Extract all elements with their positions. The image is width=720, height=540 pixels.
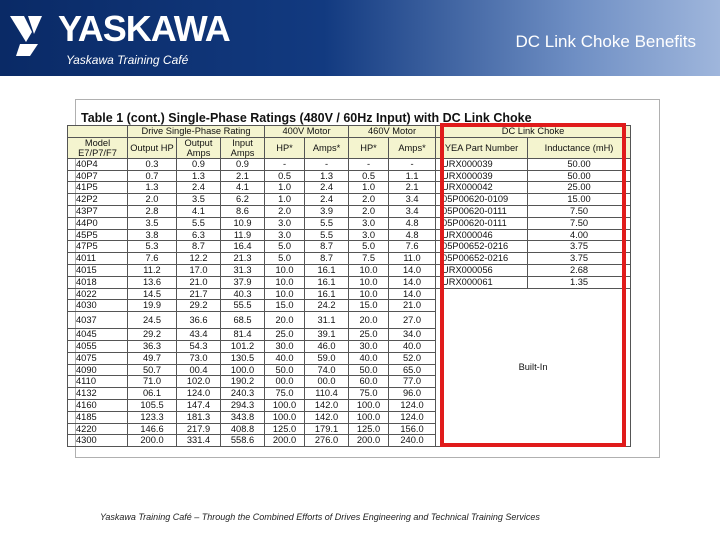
table-cell: 3.9 (305, 205, 349, 217)
table-cell: 1.0 (265, 182, 305, 194)
table-cell: 20.0 (349, 312, 389, 329)
column-header: HP* (265, 137, 305, 158)
table-cell: 2.4 (305, 182, 349, 194)
table-cell: 1.0 (349, 182, 389, 194)
table-cell: 30.0 (349, 340, 389, 352)
table-cell: 100.0 (349, 411, 389, 423)
table-cell: 124.0 (389, 411, 436, 423)
table-cell: 4110 (68, 376, 128, 388)
table-body (68, 158, 631, 446)
table-cell: 42P2 (68, 194, 128, 206)
table-cell: 10.0 (349, 264, 389, 276)
table-cell: 59.0 (305, 352, 349, 364)
table-cell: 10.0 (349, 288, 389, 300)
table-cell: 16.1 (305, 276, 349, 288)
table-row (68, 229, 631, 241)
table-cell: 10.0 (265, 276, 305, 288)
table-cell: 200.0 (349, 435, 389, 447)
table-cell: 41P5 (68, 182, 128, 194)
table-cell: URX000039 (436, 158, 528, 170)
table-cell: 25.0 (349, 329, 389, 341)
group-dc-link-choke: DC Link Choke (436, 126, 631, 138)
table-cell: 110.4 (305, 388, 349, 400)
table-cell: 68.5 (221, 312, 265, 329)
table-cell: 15.0 (265, 300, 305, 312)
table-cell: 21.3 (221, 253, 265, 265)
table-cell: 27.0 (389, 312, 436, 329)
table-cell: 16.4 (221, 241, 265, 253)
table-cell: 31.3 (221, 264, 265, 276)
column-header: HP* (349, 137, 389, 158)
table-cell: 50.00 (528, 158, 631, 170)
table-cell: 25.00 (528, 182, 631, 194)
table-cell: 6.3 (177, 229, 221, 241)
header-blank (68, 126, 128, 138)
table-cell: 40P4 (68, 158, 128, 170)
table-cell: 2.4 (305, 194, 349, 206)
table-cell: 71.0 (128, 376, 177, 388)
table-cell: 179.1 (305, 423, 349, 435)
table-cell: 4300 (68, 435, 128, 447)
table-cell: 1.3 (128, 182, 177, 194)
table-cell: 54.3 (177, 340, 221, 352)
table-cell: 05P00620-0109 (436, 194, 528, 206)
table-cell: 36.6 (177, 312, 221, 329)
table-title: Table 1 (cont.) Single-Phase Ratings (480V / 60Hz Input) with DC Link Choke (81, 111, 532, 125)
table-cell: 4055 (68, 340, 128, 352)
table-cell: 50.0 (349, 364, 389, 376)
table-cell: 2.8 (128, 205, 177, 217)
table-cell: 0.3 (128, 158, 177, 170)
table-cell: 1.1 (389, 170, 436, 182)
table-cell: 12.2 (177, 253, 221, 265)
table-cell: 3.8 (128, 229, 177, 241)
table-cell: 4090 (68, 364, 128, 376)
table-cell: 10.0 (265, 288, 305, 300)
table-cell: 11.0 (389, 253, 436, 265)
table-cell: 10.0 (349, 276, 389, 288)
table-cell: 14.0 (389, 288, 436, 300)
table-cell: 4.8 (389, 229, 436, 241)
table-cell: 331.4 (177, 435, 221, 447)
table-cell: 2.0 (128, 194, 177, 206)
table-cell: 142.0 (305, 399, 349, 411)
table-cell: 43P7 (68, 205, 128, 217)
table-cell: 37.9 (221, 276, 265, 288)
table-cell: 00.0 (305, 376, 349, 388)
table-cell: 124.0 (177, 388, 221, 400)
table-cell: 29.2 (177, 300, 221, 312)
table-cell: 5.5 (305, 217, 349, 229)
table-cell: 101.2 (221, 340, 265, 352)
table-cell: 14.0 (389, 264, 436, 276)
column-header-row (68, 137, 631, 158)
table-cell: 4.00 (528, 229, 631, 241)
table-row (68, 194, 631, 206)
table-cell: 8.7 (177, 241, 221, 253)
column-header: Model E7/P7/F7 (68, 137, 128, 158)
table-cell: 4185 (68, 411, 128, 423)
table-cell: 5.3 (128, 241, 177, 253)
table-cell: 3.4 (389, 205, 436, 217)
table-cell: 49.7 (128, 352, 177, 364)
table-cell: 2.68 (528, 264, 631, 276)
table-cell: 52.0 (389, 352, 436, 364)
table-cell: 142.0 (305, 411, 349, 423)
column-header: Output Amps (177, 137, 221, 158)
table-cell: 20.0 (265, 312, 305, 329)
table-cell: 16.1 (305, 288, 349, 300)
table-cell: 217.9 (177, 423, 221, 435)
table-cell: 8.6 (221, 205, 265, 217)
table-cell: 3.0 (265, 217, 305, 229)
table-cell: 65.0 (389, 364, 436, 376)
table-cell: 10.0 (265, 264, 305, 276)
table-cell: 7.50 (528, 205, 631, 217)
table-cell: - (305, 158, 349, 170)
table-row (68, 241, 631, 253)
table-cell: 4045 (68, 329, 128, 341)
table-cell: 55.5 (221, 300, 265, 312)
table-cell: 3.75 (528, 241, 631, 253)
table-cell: 7.5 (349, 253, 389, 265)
table-cell: 105.5 (128, 399, 177, 411)
table-cell: 24.2 (305, 300, 349, 312)
table-cell: 4160 (68, 399, 128, 411)
ratings-table (67, 125, 631, 447)
table-cell: 2.1 (389, 182, 436, 194)
table-cell: 75.0 (349, 388, 389, 400)
table-cell: 3.4 (389, 194, 436, 206)
table-cell: 13.6 (128, 276, 177, 288)
table-cell: 181.3 (177, 411, 221, 423)
table-cell: 05P00652-0216 (436, 241, 528, 253)
table-cell: 73.0 (177, 352, 221, 364)
table-cell: 240.3 (221, 388, 265, 400)
table-cell: 5.0 (265, 241, 305, 253)
table-cell: 5.0 (265, 253, 305, 265)
table-cell: 74.0 (305, 364, 349, 376)
table-cell: 17.0 (177, 264, 221, 276)
table-cell: 3.0 (265, 229, 305, 241)
table-cell: - (349, 158, 389, 170)
table-cell: 200.0 (128, 435, 177, 447)
table-cell: 34.0 (389, 329, 436, 341)
table-cell: 0.9 (221, 158, 265, 170)
table-cell: 05P00620-0111 (436, 217, 528, 229)
table-cell: 200.0 (265, 435, 305, 447)
table-cell: 21.0 (389, 300, 436, 312)
table-cell: 16.1 (305, 264, 349, 276)
table-cell: 15.00 (528, 194, 631, 206)
table-cell: 60.0 (349, 376, 389, 388)
table-row (68, 170, 631, 182)
table-cell: 50.00 (528, 170, 631, 182)
column-header: Inductance (mH) (528, 137, 631, 158)
table-cell: 0.5 (265, 170, 305, 182)
table-cell: 00.4 (177, 364, 221, 376)
table-cell: - (265, 158, 305, 170)
table-cell: 30.0 (265, 340, 305, 352)
table-cell: 24.5 (128, 312, 177, 329)
table-cell: URX000042 (436, 182, 528, 194)
table-cell: 11.9 (221, 229, 265, 241)
table-cell: 40.3 (221, 288, 265, 300)
table-row (68, 158, 631, 170)
table-cell: URX000039 (436, 170, 528, 182)
table-cell: 1.3 (177, 170, 221, 182)
table-cell: 6.2 (221, 194, 265, 206)
table-cell: 2.4 (177, 182, 221, 194)
table-cell: 36.3 (128, 340, 177, 352)
table-cell: 39.1 (305, 329, 349, 341)
table-cell: 21.7 (177, 288, 221, 300)
table-cell: 102.0 (177, 376, 221, 388)
table-cell: 40.0 (265, 352, 305, 364)
table-cell: 4.1 (177, 205, 221, 217)
table-cell: 4.8 (389, 217, 436, 229)
table-cell: 46.0 (305, 340, 349, 352)
table-cell: 4030 (68, 300, 128, 312)
table-cell: 2.0 (349, 205, 389, 217)
table-cell: 125.0 (349, 423, 389, 435)
table-cell: 125.0 (265, 423, 305, 435)
table-cell: 343.8 (221, 411, 265, 423)
table-cell: 0.5 (349, 170, 389, 182)
group-400v-motor: 400V Motor (265, 126, 349, 138)
table-cell: 3.5 (177, 194, 221, 206)
table-cell: 4037 (68, 312, 128, 329)
footer-text: Yaskawa Training Café – Through the Combined Efforts of Drives Engineering and Technical Training Services (100, 512, 540, 522)
table-cell: 123.3 (128, 411, 177, 423)
table-cell: 29.2 (128, 329, 177, 341)
table-row (68, 253, 631, 265)
logo-subtitle: Yaskawa Training Café (66, 53, 189, 67)
built-in-cell: Built-In (436, 288, 631, 447)
table-cell: 7.6 (389, 241, 436, 253)
table-cell: URX000056 (436, 264, 528, 276)
slide-header (0, 0, 720, 76)
table-cell: 5.5 (177, 217, 221, 229)
yaskawa-logo-icon (8, 12, 50, 56)
table-cell: 4.1 (221, 182, 265, 194)
column-header: YEA Part Number (436, 137, 528, 158)
table-cell: 11.2 (128, 264, 177, 276)
table-cell: 0.7 (128, 170, 177, 182)
table-cell: 19.9 (128, 300, 177, 312)
table-cell: 4018 (68, 276, 128, 288)
table-cell: 5.5 (305, 229, 349, 241)
table-cell: 7.50 (528, 217, 631, 229)
table-cell: 0.9 (177, 158, 221, 170)
table-cell: 4220 (68, 423, 128, 435)
group-drive-rating: Drive Single-Phase Rating (128, 126, 265, 138)
table-cell: 124.0 (389, 399, 436, 411)
table-cell: 25.0 (265, 329, 305, 341)
table-cell: 10.9 (221, 217, 265, 229)
table-cell: 3.5 (128, 217, 177, 229)
table-cell: - (389, 158, 436, 170)
table-cell: 15.0 (349, 300, 389, 312)
table-cell: 06.1 (128, 388, 177, 400)
table-cell: 45P5 (68, 229, 128, 241)
column-header: Amps* (305, 137, 349, 158)
table-row (68, 276, 631, 288)
column-header: Output HP (128, 137, 177, 158)
table-cell: 558.6 (221, 435, 265, 447)
table-cell: 1.35 (528, 276, 631, 288)
table-cell: 2.0 (265, 205, 305, 217)
table-cell: 7.6 (128, 253, 177, 265)
table-cell: 4022 (68, 288, 128, 300)
table-cell: 77.0 (389, 376, 436, 388)
table-cell: 408.8 (221, 423, 265, 435)
column-header: Amps* (389, 137, 436, 158)
table-cell: URX000046 (436, 229, 528, 241)
table-cell: 00.0 (265, 376, 305, 388)
table-cell: 47P5 (68, 241, 128, 253)
table-cell: 50.0 (265, 364, 305, 376)
table-cell: 2.0 (349, 194, 389, 206)
table-cell: 100.0 (265, 411, 305, 423)
table-cell: 294.3 (221, 399, 265, 411)
table-cell: 130.5 (221, 352, 265, 364)
table-cell: 81.4 (221, 329, 265, 341)
table-cell: 3.75 (528, 253, 631, 265)
table-cell: 8.7 (305, 241, 349, 253)
table-cell: 40.0 (349, 352, 389, 364)
table-cell: 14.5 (128, 288, 177, 300)
group-460v-motor: 460V Motor (349, 126, 436, 138)
table-cell: 05P00652-0216 (436, 253, 528, 265)
table-cell: 3.0 (349, 229, 389, 241)
slide-title: DC Link Choke Benefits (515, 32, 696, 51)
table-row (68, 217, 631, 229)
table-cell: 5.0 (349, 241, 389, 253)
table-cell: 1.3 (305, 170, 349, 182)
table-row (68, 288, 631, 300)
table-cell: 146.6 (128, 423, 177, 435)
table-cell: 96.0 (389, 388, 436, 400)
table-image-panel (75, 99, 660, 458)
table-cell: 21.0 (177, 276, 221, 288)
table-cell: 3.0 (349, 217, 389, 229)
table-cell: 100.0 (221, 364, 265, 376)
table-cell: 31.1 (305, 312, 349, 329)
table-row (68, 264, 631, 276)
table-cell: 43.4 (177, 329, 221, 341)
table-cell: 190.2 (221, 376, 265, 388)
table-cell: 100.0 (349, 399, 389, 411)
table-cell: 156.0 (389, 423, 436, 435)
table-cell: 240.0 (389, 435, 436, 447)
table-cell: 40.0 (389, 340, 436, 352)
table-cell: 05P00620-0111 (436, 205, 528, 217)
table-row (68, 205, 631, 217)
table-cell: 50.7 (128, 364, 177, 376)
table-cell: 100.0 (265, 399, 305, 411)
table-cell: 276.0 (305, 435, 349, 447)
logo-text: YASKAWA (58, 8, 230, 49)
table-cell: 4075 (68, 352, 128, 364)
table-cell: 8.7 (305, 253, 349, 265)
table-cell: 147.4 (177, 399, 221, 411)
table-cell: 4132 (68, 388, 128, 400)
table-cell: 4015 (68, 264, 128, 276)
table-cell: 44P0 (68, 217, 128, 229)
column-header: Input Amps (221, 137, 265, 158)
table-cell: 14.0 (389, 276, 436, 288)
table-cell: 1.0 (265, 194, 305, 206)
table-cell: 4011 (68, 253, 128, 265)
table-cell: 75.0 (265, 388, 305, 400)
table-row (68, 182, 631, 194)
table-cell: URX000061 (436, 276, 528, 288)
table-cell: 40P7 (68, 170, 128, 182)
table-cell: 2.1 (221, 170, 265, 182)
